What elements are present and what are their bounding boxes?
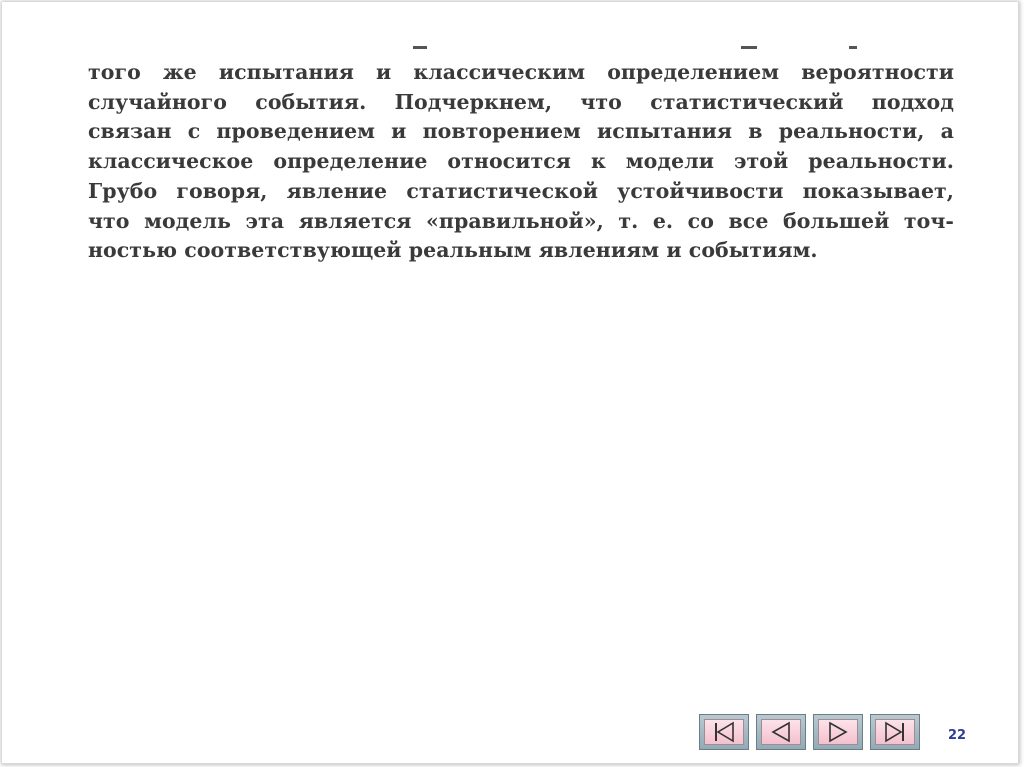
last-slide-button[interactable]: [870, 714, 920, 750]
text-line: ностью соответствующей реальным явлениям и событиям.: [88, 238, 818, 263]
body-text: [88, 58, 954, 266]
text-line: случайного события. Подчеркнем, что статистический подход: [88, 89, 954, 114]
previous-slide-button[interactable]: [756, 714, 806, 750]
last-icon: [881, 721, 909, 743]
previous-icon: [767, 721, 795, 743]
next-slide-button[interactable]: [813, 714, 863, 750]
text-line: что модель эта является «правильной», т. е. со все большей точ-: [88, 208, 954, 233]
text-line: классическое определение относится к модели этой реальности.: [88, 149, 954, 174]
slide-navigation: [699, 714, 920, 752]
slide-frame: [2, 2, 1019, 764]
first-slide-button[interactable]: [699, 714, 749, 750]
next-icon: [824, 721, 852, 743]
page-number: 22: [948, 728, 967, 743]
text-line: того же испытания и классическим определением вероятности: [88, 60, 954, 84]
scan-edge-artifact: [407, 46, 867, 52]
first-icon: [710, 721, 738, 743]
text-line: Грубо говоря, явление статистической устойчивости показывает,: [88, 178, 954, 203]
text-line: связан с проведением и повторением испытания в реальности, а: [88, 119, 954, 144]
